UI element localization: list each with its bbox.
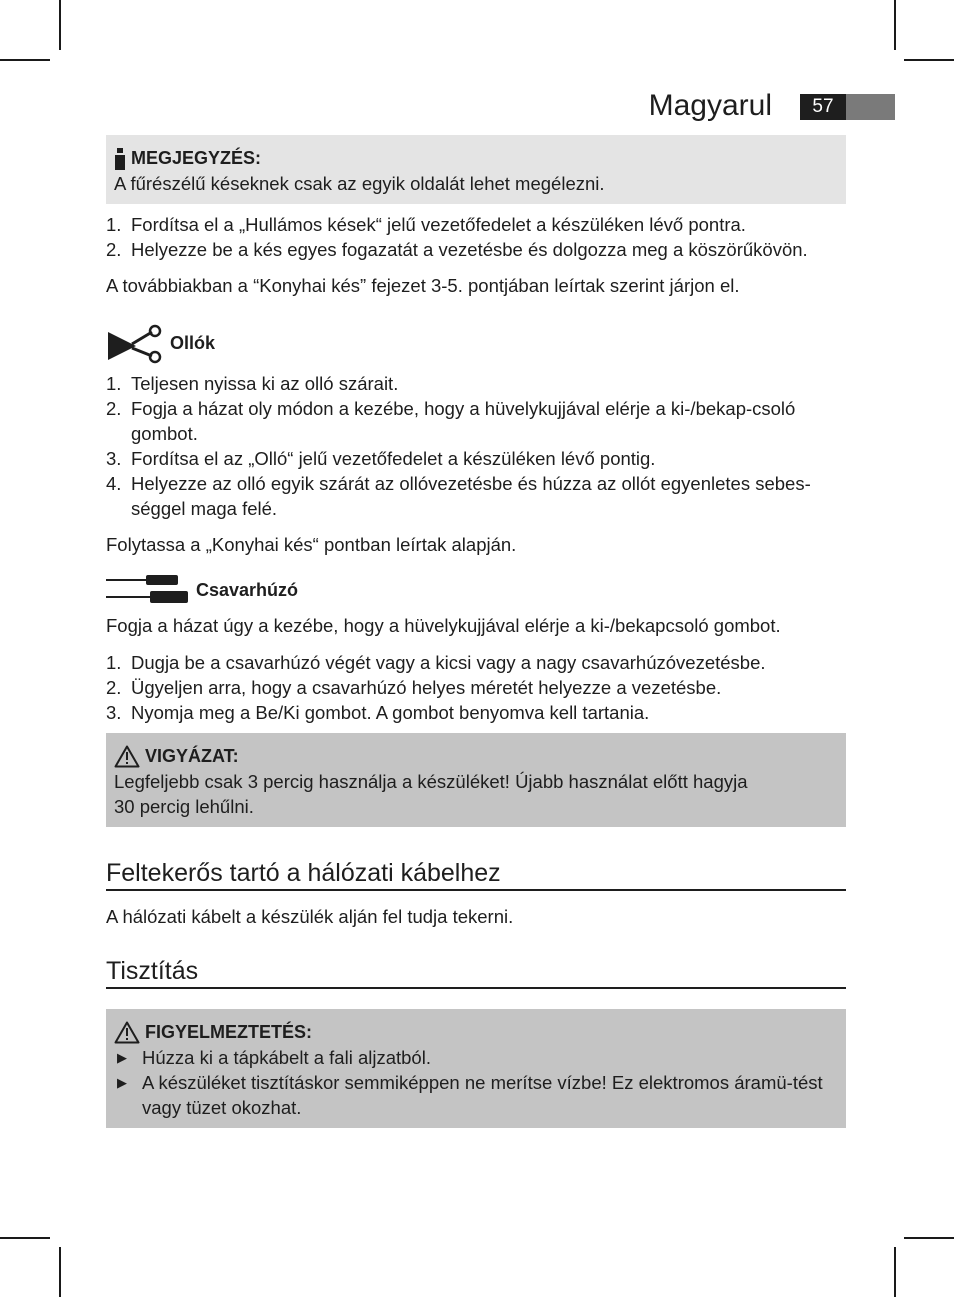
warning-triangle-icon <box>114 745 140 768</box>
note-text: A fűrészélű késeknek csak az egyik oldalát lehet megélezni. <box>114 173 605 194</box>
warning-triangle-icon <box>114 1021 140 1044</box>
page-language-title: Magyarul <box>648 89 772 122</box>
screwdriver-icon <box>106 573 188 605</box>
info-icon <box>114 148 126 170</box>
caution-title-text: VIGYÁZAT: <box>145 746 239 766</box>
list-item <box>106 446 846 471</box>
step-text: Helyezze az olló egyik szárát az ollóvezetésbe és húzza az ollót egyenletes sebes-séggel maga felé. <box>131 473 811 519</box>
step-text: Dugja be a csavarhúzó végét vagy a kicsi vagy a nagy csavarhúzóvezetésbe. <box>131 652 766 673</box>
crop-mark <box>904 1237 954 1239</box>
step-number: 2. <box>106 239 122 260</box>
screwdriver-title: Csavarhúzó <box>196 580 299 600</box>
warning-title <box>114 1020 838 1045</box>
page-content <box>106 135 846 1128</box>
continue-text: A továbbiakban a “Konyhai kés” fejezet 3-5. pontjában leírtak szerint járjon el. <box>106 275 740 296</box>
list-item <box>114 1070 838 1120</box>
bullet-arrow-icon: ▶ <box>117 1050 127 1065</box>
step-number: 2. <box>106 677 122 698</box>
crop-mark <box>904 59 954 61</box>
warning-item-text: Húzza ki a tápkábelt a fali aljzatból. <box>142 1047 431 1068</box>
screwdriver-intro: Fogja a házat úgy a kezébe, hogy a hüvelykujjával elérje a ki-/bekapcsoló gombot. <box>106 615 781 636</box>
caution-text-line: Legfeljebb csak 3 percig használja a készüléket! Újabb használat előtt hagyja <box>114 771 748 792</box>
list-item <box>106 650 846 675</box>
step-text: Ügyeljen arra, hogy a csavarhúzó helyes méretét helyezze a vezetésbe. <box>131 677 722 698</box>
step-number: 1. <box>106 214 122 235</box>
warning-item-text: A készüléket tisztításkor semmiképpen ne merítse vízbe! Ez elektromos áramü-tést vagy tüzet okozhat. <box>142 1072 823 1118</box>
page-number: 57 <box>800 94 846 120</box>
crop-mark <box>894 1247 896 1297</box>
list-item <box>114 1045 838 1070</box>
list-item <box>106 471 846 521</box>
step-text: Teljesen nyissa ki az olló szárait. <box>131 373 399 394</box>
scissors-title: Ollók <box>170 333 216 353</box>
list-item <box>106 212 846 237</box>
list-item <box>106 371 846 396</box>
crop-mark <box>59 1247 61 1297</box>
step-text: Fordítsa el az „Olló“ jelű vezetőfedelet a készüléken lévő pontig. <box>131 448 656 469</box>
step-number: 3. <box>106 702 122 723</box>
scissors-heading <box>106 324 846 364</box>
cable-section-text: A hálózati kábelt a készülék alján fel tudja tekerni. <box>106 906 514 927</box>
caution-box <box>106 733 846 827</box>
step-text: Helyezze be a kés egyes fogazatát a vezetésbe és dolgozza meg a köszörűkövön. <box>131 239 808 260</box>
crop-mark <box>0 1237 50 1239</box>
list-item <box>106 700 846 725</box>
step-number: 4. <box>106 473 122 494</box>
screwdriver-steps <box>106 650 846 725</box>
step-text: Nyomja meg a Be/Ki gombot. A gombot benyomva kell tartania. <box>131 702 650 723</box>
page-number-bar <box>846 94 895 120</box>
screwdriver-heading <box>106 573 846 605</box>
step-number: 1. <box>106 373 122 394</box>
list-item <box>106 237 846 262</box>
note-title-text: MEGJEGYZÉS: <box>131 148 262 168</box>
wavy-knife-steps <box>106 212 846 262</box>
cable-section-heading: Feltekerős tartó a hálózati kábelhez <box>106 858 846 891</box>
scissors-continue-text: Folytassa a „Konyhai kés“ pontban leírtak alapján. <box>106 534 517 555</box>
cleaning-section-heading: Tisztítás <box>106 956 846 989</box>
crop-mark <box>59 0 61 50</box>
step-number: 2. <box>106 398 122 419</box>
list-item <box>106 396 846 446</box>
note-title <box>114 146 838 171</box>
list-item <box>106 675 846 700</box>
caution-title <box>114 744 838 769</box>
warning-box <box>106 1009 846 1128</box>
bullet-arrow-icon: ▶ <box>117 1075 127 1090</box>
crop-mark <box>0 59 50 61</box>
crop-mark <box>894 0 896 50</box>
scissors-icon <box>106 324 162 364</box>
note-box <box>106 135 846 204</box>
step-number: 3. <box>106 448 122 469</box>
caution-text-line: 30 percig lehűlni. <box>114 796 254 817</box>
scissors-steps <box>106 371 846 521</box>
step-text: Fogja a házat oly módon a kezébe, hogy a hüvelykujjával elérje a ki-/bekap-csoló gombot. <box>131 398 796 444</box>
warning-title-text: FIGYELMEZTETÉS: <box>145 1022 313 1042</box>
step-number: 1. <box>106 652 122 673</box>
step-text: Fordítsa el a „Hullámos kések“ jelű vezetőfedelet a készüléken lévő pontra. <box>131 214 746 235</box>
